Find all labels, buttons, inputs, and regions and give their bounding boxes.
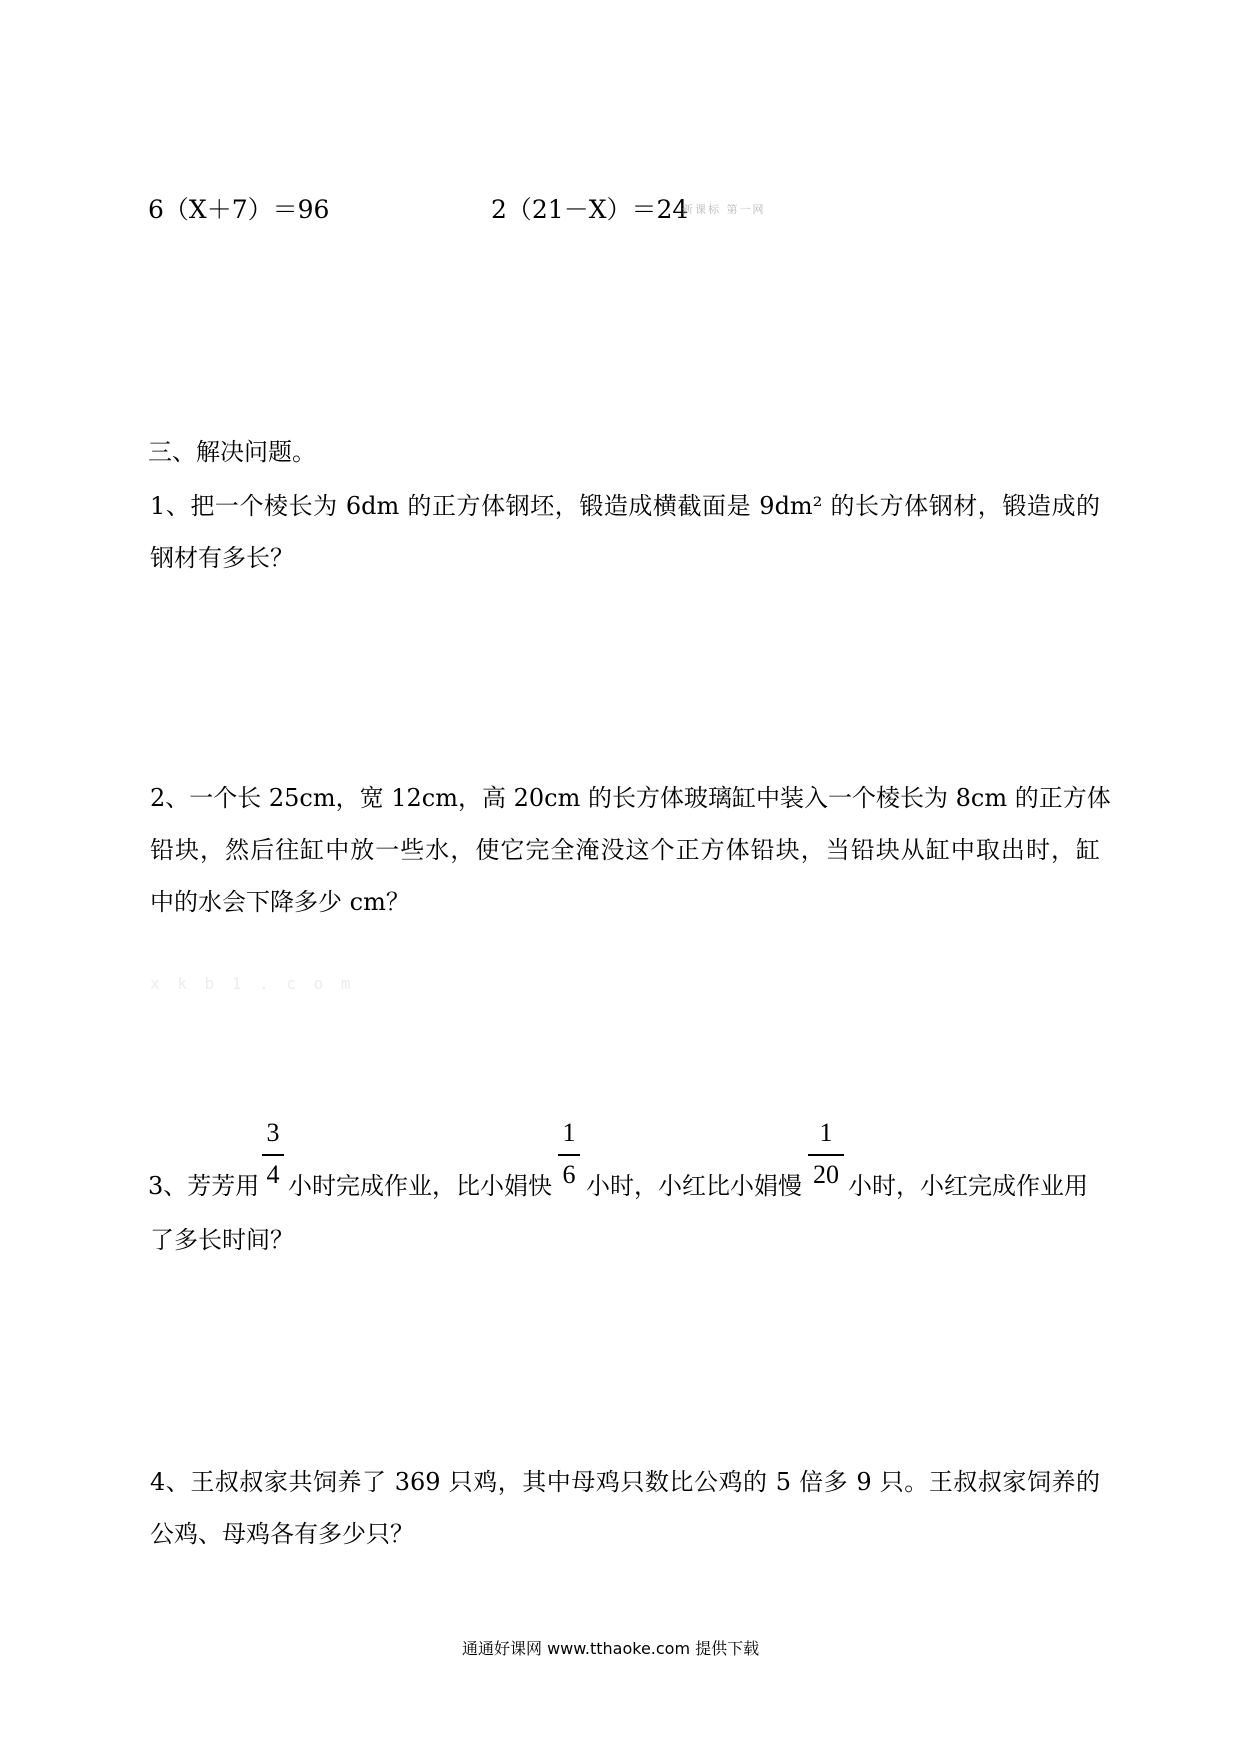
fraction-numerator: 3 bbox=[266, 1118, 280, 1147]
fraction-three-quarters bbox=[262, 1118, 284, 1200]
fraction-one-twentieth bbox=[808, 1118, 844, 1200]
problem-3-segment-3: 小时，小红比小娟慢 bbox=[586, 1172, 802, 1200]
problem-3-segment-1: 3、芳芳用 bbox=[148, 1172, 260, 1200]
fraction-one-sixth bbox=[558, 1118, 580, 1200]
watermark-header: 新课标 第一网 bbox=[682, 203, 766, 216]
fraction-numerator: 1 bbox=[819, 1118, 833, 1147]
problem-1-line-1: 1、把一个棱长为 6dm 的正方体钢坯，锻造成横截面是 9dm² 的长方体钢材，锻造成的 bbox=[150, 492, 1100, 520]
watermark-middle: x k b 1 . c o m bbox=[150, 974, 355, 993]
equation-1: 6（X＋7）＝96 bbox=[148, 195, 330, 224]
fraction-denominator: 4 bbox=[266, 1160, 280, 1189]
problem-1-line-2: 钢材有多长？ bbox=[150, 544, 294, 572]
problem-2-line-1: 2、一个长 25cm，宽 12cm，高 20cm 的长方体玻璃缸中装入一个棱长为 8cm 的正方体 bbox=[150, 784, 1111, 812]
fraction-bar bbox=[808, 1154, 844, 1156]
problem-4-line-2: 公鸡、母鸡各有多少只？ bbox=[150, 1520, 414, 1548]
fraction-bar bbox=[262, 1154, 284, 1156]
problem-3-segment-4: 小时，小红完成作业用 bbox=[848, 1172, 1088, 1200]
problem-3-line-2: 了多长时间？ bbox=[150, 1226, 294, 1254]
fraction-bar bbox=[558, 1154, 580, 1156]
problem-2-line-3: 中的水会下降多少 cm？ bbox=[150, 888, 410, 916]
equation-2: 2（21－X）＝24 bbox=[491, 195, 689, 224]
problem-3-segment-2: 小时完成作业，比小娟快 bbox=[288, 1172, 552, 1200]
fraction-denominator: 20 bbox=[813, 1160, 839, 1189]
problem-4-line-1: 4、王叔叔家共饲养了 369 只鸡，其中母鸡只数比公鸡的 5 倍多 9 只。王叔叔家饲养的 bbox=[150, 1468, 1100, 1496]
fraction-denominator: 6 bbox=[562, 1160, 576, 1189]
problem-2-line-2: 铅块，然后往缸中放一些水，使它完全淹没这个正方体铅块，当铅块从缸中取出时，缸 bbox=[150, 836, 1100, 864]
page-footer: 通通好课网 www.tthaoke.com 提供下载 bbox=[462, 1639, 760, 1658]
section-title: 三、解决问题。 bbox=[148, 438, 316, 466]
fraction-numerator: 1 bbox=[562, 1118, 576, 1147]
